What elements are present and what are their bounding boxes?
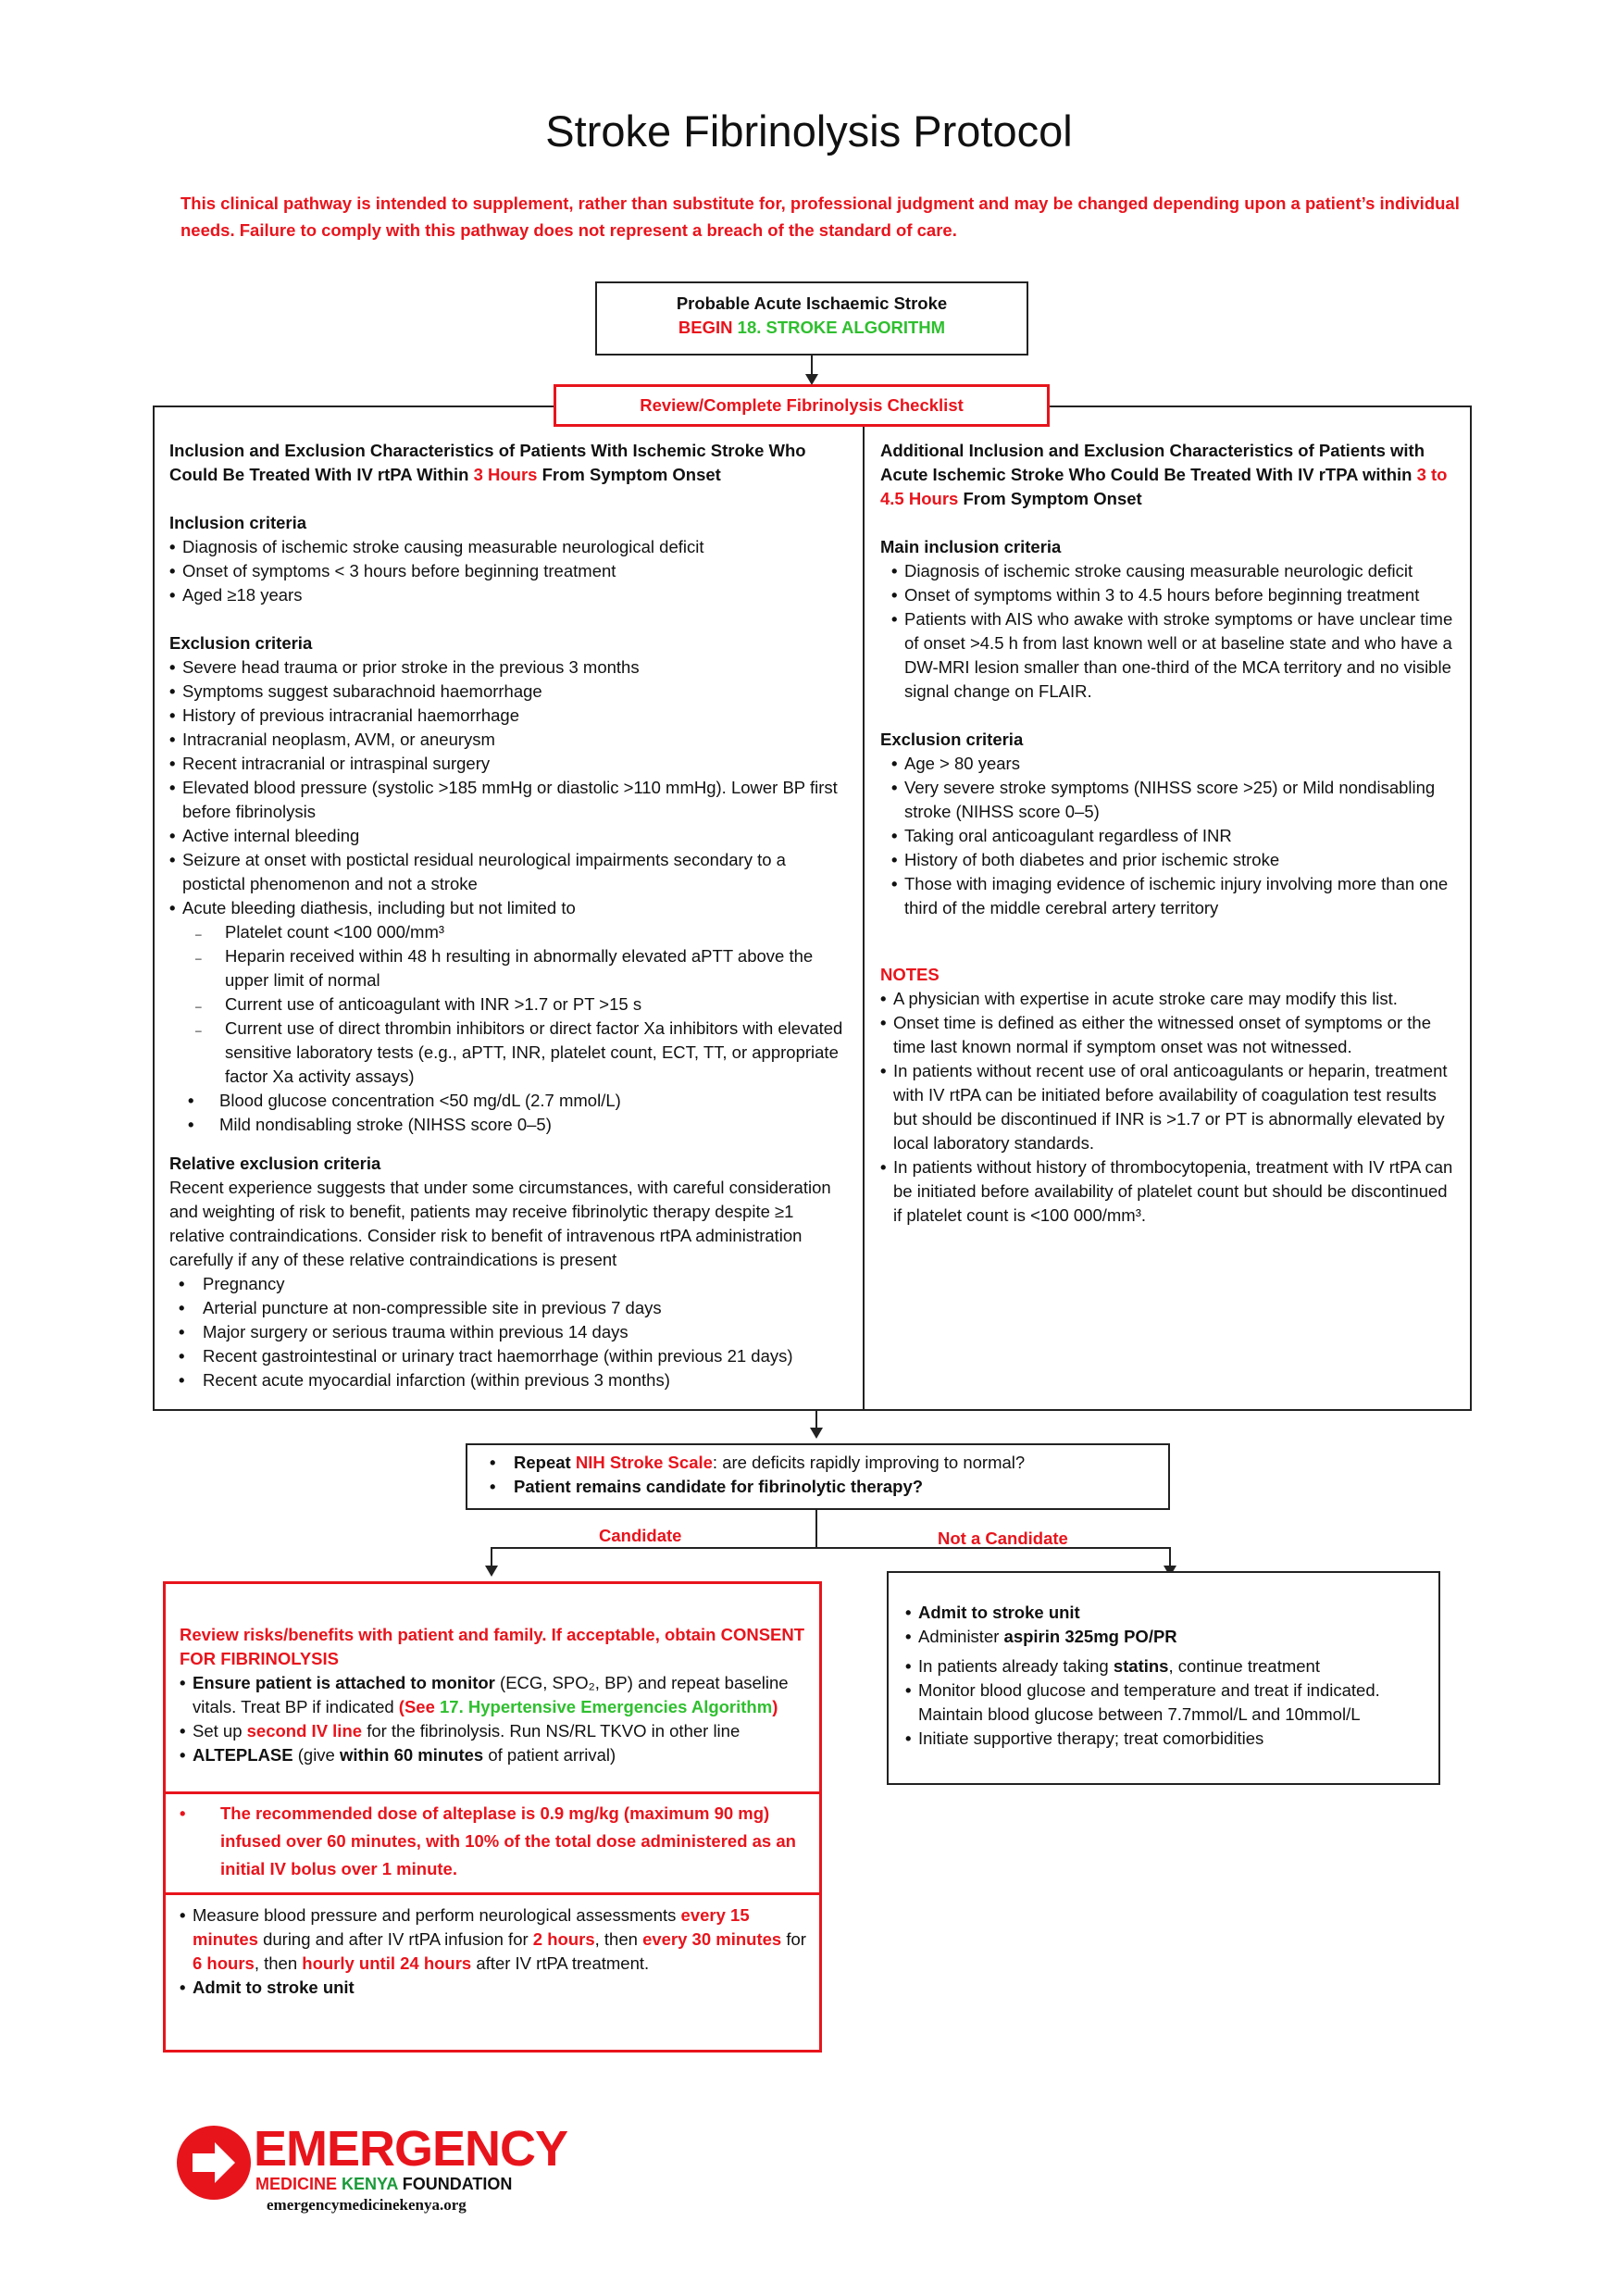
list-item: • Severe head trauma or prior stroke in the previous 3 months	[169, 655, 845, 680]
list-item: • Aged ≥18 years	[169, 583, 845, 607]
monitoring-list	[180, 1903, 809, 2000]
list-item: • Diagnosis of ischemic stroke causing measurable neurological deficit	[169, 535, 845, 559]
list-item: • Those with imaging evidence of ischemic injury involving more than one third of the middle cerebral artery territory	[891, 872, 1459, 920]
sub-list-item: – Current use of direct thrombin inhibitors or direct factor Xa inhibitors with elevated sensitive laboratory tests (e.g., aPTT, INR, platelet count, ECT, TT, or appropriate factor Xa activity assays)	[169, 1017, 845, 1089]
connector	[491, 1547, 492, 1567]
candidate-label: Candidate	[599, 1526, 682, 1545]
list-item: • Ensure patient is attached to monitor (ECG, SPO₂, BP) and repeat baseline vitals. Treat BP if indicated (See 17. Hypertensive Emergencies Algorithm)	[180, 1671, 809, 1719]
list-item: • Elevated blood pressure (systolic >185 mmHg or diastolic >110 mmHg). Lower BP first before fibrinolysis	[169, 776, 845, 824]
logo-url[interactable]: emergencymedicinekenya.org	[267, 2196, 467, 2214]
list-item: • Admit to stroke unit	[905, 1601, 1424, 1625]
exclusion-extra-list	[169, 1089, 845, 1137]
exclusion-list	[169, 655, 845, 920]
hypertensive-algorithm-link[interactable]: 17. Hypertensive Emergencies Algorithm	[440, 1697, 773, 1716]
list-item: • Initiate supportive therapy; treat comorbidities	[905, 1727, 1424, 1751]
left-heading-highlight: 3 Hours	[473, 465, 538, 484]
exclusion-title: Exclusion criteria	[169, 633, 313, 653]
logo-subtitle: MEDICINE KENYA FOUNDATION	[255, 2175, 513, 2193]
arrow-icon	[485, 1566, 498, 1577]
list-item: • Diagnosis of ischemic stroke causing measurable neurologic deficit	[891, 559, 1459, 583]
notes-title: NOTES	[880, 965, 940, 984]
list-item: • Onset of symptoms < 3 hours before beginning treatment	[169, 559, 845, 583]
left-column	[169, 439, 845, 1392]
connector	[811, 356, 813, 376]
left-heading: Inclusion and Exclusion Characteristics of Patients With Ischemic Stroke Who Could Be Treated With IV rtPA Within 3 Hours From Symptom Onset	[169, 441, 806, 484]
list-item: • History of both diabetes and prior ischemic stroke	[891, 848, 1459, 872]
divider	[163, 1892, 822, 1895]
list-item: • Monitor blood glucose and temperature and treat if indicated. Maintain blood glucose between 7.7mmol/L and 10mmol/L	[905, 1678, 1424, 1727]
list-item: • Very severe stroke symptoms (NIHSS score >25) or Mild nondisabling stroke (NIHSS score 0–5)	[891, 776, 1459, 824]
list-item: • Taking oral anticoagulant regardless of INR	[891, 824, 1459, 848]
list-item: • Major surgery or serious trauma within previous 14 days	[169, 1320, 845, 1344]
relative-title: Relative exclusion criteria	[169, 1154, 381, 1173]
list-item: • In patients without recent use of oral anticoagulants or heparin, treatment with IV rtPA can be initiated before availability of coagulation test results but should be discontinued if INR is >1.7 or PT is abnormally elevated by local laboratory standards.	[880, 1059, 1459, 1155]
right-heading: Additional Inclusion and Exclusion Characteristics of Patients with Acute Ischemic Stroke Who Could Be Treated With IV rTPA within 3 to 4.5 Hours From Symptom Onset	[880, 441, 1448, 508]
not-candidate-list	[905, 1601, 1424, 1751]
list-item: • Administer aspirin 325mg PO/PR	[905, 1625, 1424, 1649]
diathesis-list	[169, 920, 845, 1089]
candidate-section-1	[180, 1623, 809, 1767]
right-column	[880, 439, 1459, 1228]
list-item: • Set up second IV line for the fibrinolysis. Run NS/RL TKVO in other line	[180, 1719, 809, 1743]
arrow-icon	[810, 1428, 823, 1439]
list-item: • Patient remains candidate for fibrinolytic therapy?	[480, 1475, 1168, 1499]
list-item: • Arterial puncture at non-compressible site in previous 7 days	[169, 1296, 845, 1320]
notes-list	[880, 987, 1459, 1228]
right-exclusion-title: Exclusion criteria	[880, 730, 1024, 749]
inclusion-title: Inclusion criteria	[169, 513, 307, 532]
connector	[1169, 1547, 1171, 1567]
stroke-algorithm-link[interactable]: 18. STROKE ALGORITHM	[737, 318, 946, 337]
list-item: • History of previous intracranial haemorrhage	[169, 704, 845, 728]
not-candidate-label: Not a Candidate	[938, 1529, 1068, 1548]
candidate-steps	[180, 1671, 809, 1767]
list-item: • Measure blood pressure and perform neurological assessments every 15 minutes during and after IV rtPA infusion for 2 hours, then every 30 minutes for 6 hours, then hourly until 24 hours after IV rtPA treatment.	[180, 1903, 809, 1976]
not-candidate-box	[887, 1571, 1440, 1785]
list-item: • Intracranial neoplasm, AVM, or aneurysm	[169, 728, 845, 752]
start-box	[595, 281, 1028, 356]
list-item: • Age > 80 years	[891, 752, 1459, 776]
main-inclusion-list	[880, 559, 1459, 704]
start-box-begin	[597, 316, 1027, 340]
begin-label: BEGIN	[678, 318, 733, 337]
list-item: • Mild nondisabling stroke (NIHSS score 0–5)	[169, 1113, 845, 1137]
nih-stroke-scale-link[interactable]: NIH Stroke Scale	[575, 1453, 713, 1472]
list-item: • Patients with AIS who awake with stroke symptoms or have unclear time of onset >4.5 h from last known well or at baseline state and who have a DW-MRI lesion smaller than one-third of the MCA territory and no visible signal change on FLAIR.	[891, 607, 1459, 704]
list-item: • Blood glucose concentration <50 mg/dL (2.7 mmol/L)	[169, 1089, 845, 1113]
column-divider	[863, 406, 865, 1411]
right-exclusion-list	[880, 752, 1459, 920]
list-item: • Recent gastrointestinal or urinary tract haemorrhage (within previous 21 days)	[169, 1344, 845, 1368]
right-heading-highlight: 3 to 4.5 Hours	[880, 465, 1448, 508]
main-inclusion-title: Main inclusion criteria	[880, 537, 1062, 556]
connector	[815, 1411, 817, 1429]
logo	[176, 2121, 568, 2217]
dose-list	[180, 1800, 809, 1883]
list-item: • Repeat NIH Stroke Scale: are deficits rapidly improving to normal?	[480, 1451, 1168, 1475]
relative-list	[169, 1272, 845, 1392]
start-box-title: Probable Acute Ischaemic Stroke	[676, 293, 948, 313]
connector	[491, 1547, 1171, 1549]
consent-text: Review risks/benefits with patient and family. If acceptable, obtain CONSENT FOR FIBRINOLYSIS	[180, 1625, 805, 1668]
connector	[815, 1510, 817, 1547]
disclaimer: This clinical pathway is intended to supplement, rather than substitute for, professional judgment and may be changed depending upon a patient’s individual needs. Failure to comply with this pathway does not represent a breach of the standard of care.	[180, 193, 1460, 240]
arrow-circle-icon	[176, 2125, 252, 2201]
divider	[163, 1791, 822, 1794]
list-item: • In patients already taking statins, continue treatment	[905, 1654, 1424, 1678]
relative-text: Recent experience suggests that under some circumstances, with careful consideration and weighting of risk to benefit, patients may receive fibrinolytic therapy despite ≥1 relative contraindications. Consider risk to benefit of intravenous rtPA administration carefully if any of these relative contraindications is present	[169, 1178, 831, 1269]
checklist-label: Review/Complete Fibrinolysis Checklist	[554, 384, 1050, 427]
dose-text: • The recommended dose of alteplase is 0.9 mg/kg (maximum 90 mg) infused over 60 minutes, with 10% of the total dose administered as an initial IV bolus over 1 minute.	[180, 1800, 809, 1883]
page-title: Stroke Fibrinolysis Protocol	[545, 106, 1073, 156]
list-item: • In patients without history of thrombocytopenia, treatment with IV rtPA can be initiated before availability of platelet count but should be discontinued if platelet count is <100 000/mm³.	[880, 1155, 1459, 1228]
list-item: • Acute bleeding diathesis, including but not limited to	[169, 896, 845, 920]
list-item: • Active internal bleeding	[169, 824, 845, 848]
repeat-box	[466, 1443, 1170, 1510]
sub-list-item: – Platelet count <100 000/mm³	[169, 920, 845, 944]
list-item: • Seizure at onset with postictal residual neurological impairments secondary to a postictal phenomenon and not a stroke	[169, 848, 845, 896]
list-item: • Recent intracranial or intraspinal surgery	[169, 752, 845, 776]
list-item: • Admit to stroke unit	[180, 1976, 809, 2000]
list-item: • ALTEPLASE (give within 60 minutes of patient arrival)	[180, 1743, 809, 1767]
repeat-list	[480, 1451, 1168, 1499]
sub-list-item: – Heparin received within 48 h resulting in abnormally elevated aPTT above the upper limit of normal	[169, 944, 845, 992]
list-item: • Onset of symptoms within 3 to 4.5 hours before beginning treatment	[891, 583, 1459, 607]
inclusion-list	[169, 535, 845, 607]
list-item: • A physician with expertise in acute stroke care may modify this list.	[880, 987, 1459, 1011]
logo-wordmark: EMERGENCY	[254, 2121, 568, 2177]
list-item: • Symptoms suggest subarachnoid haemorrhage	[169, 680, 845, 704]
list-item: • Onset time is defined as either the witnessed onset of symptoms or the time last known normal if symptom onset was not witnessed.	[880, 1011, 1459, 1059]
list-item: • Pregnancy	[169, 1272, 845, 1296]
list-item: • Recent acute myocardial infarction (within previous 3 months)	[169, 1368, 845, 1392]
sub-list-item: – Current use of anticoagulant with INR >1.7 or PT >15 s	[169, 992, 845, 1017]
dose-section	[180, 1800, 809, 1883]
candidate-section-3	[180, 1903, 809, 2000]
